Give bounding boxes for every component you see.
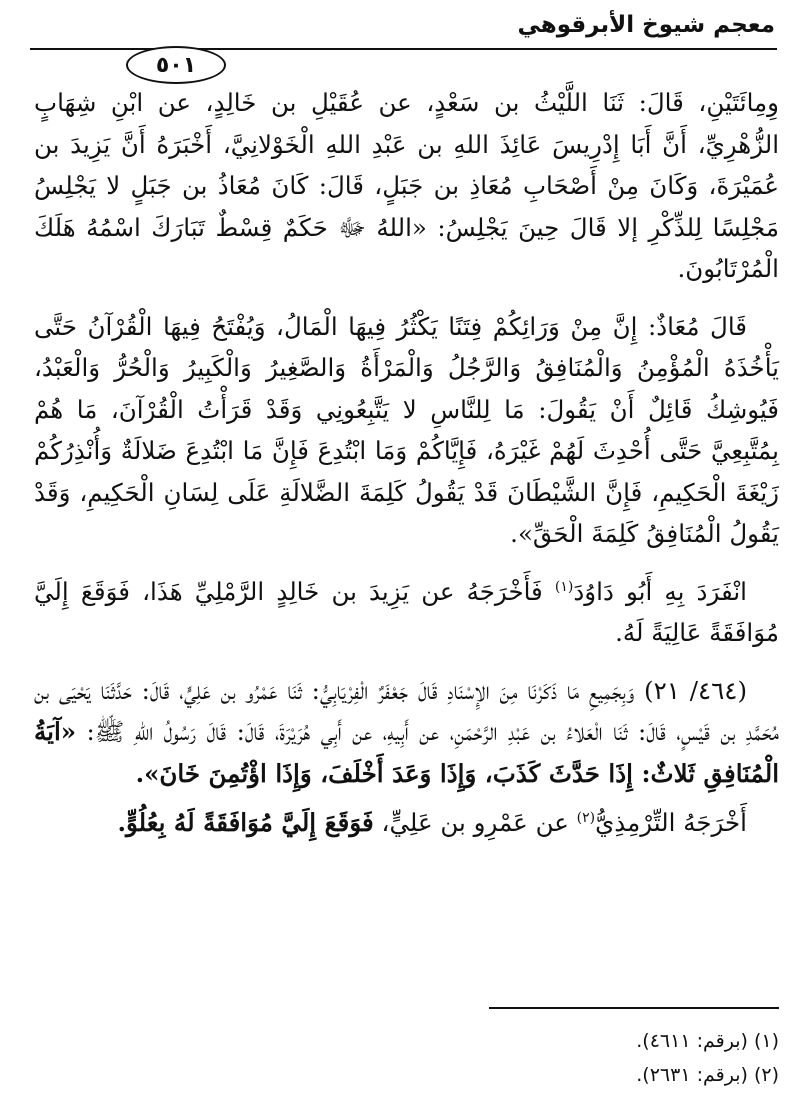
running-title: معجم شيوخ الأبرقوهي bbox=[517, 12, 775, 38]
paragraph-5-bold: فَوَقَعَ إِلَيَّ مُوَافَقَةً لَهُ بِعُلُوٍّ. bbox=[117, 808, 374, 837]
footnote-separator bbox=[489, 1007, 779, 1009]
main-text bbox=[34, 82, 779, 844]
footnote-1: (١) (برقم: ٤٦١١). bbox=[636, 1030, 779, 1052]
paragraph-3 bbox=[34, 571, 779, 654]
paragraph-5 bbox=[34, 802, 779, 844]
page-number: ٥٠١ bbox=[126, 46, 226, 84]
hadith-isnad: (٤٦٤/ ٢١) وَبِجَمِيعِ مَا ذَكَرْنَا مِنَ الإِسْنَادِ قَالَ جَعْفَرٌ الْفِرْيَابِيُّ: ثَنَا عَمْرُو بن عَلِيٍّ، قَالَ: حَدَّثَنَا يَحْيَى بن مُحَمَّدِ بن قَيْسٍ، قَالَ: ثَنَا الْعَلاءُ بن عَبْدِ الرَّحْمَنِ، عن أَبِيهِ، عن أَبِي هُرَيْرَةَ، قَالَ: قَالَ رَسُولُ اللهِ ﷺ: bbox=[34, 675, 779, 746]
hadith-matn: «آيَةُ الْمُنَافِقِ ثَلاثٌ: إِذَا حَدَّثَ كَذَبَ، وَإِذَا وَعَدَ أَخْلَفَ، وَإِذَا اؤْتُمِنَ خَانَ». bbox=[34, 717, 779, 788]
paragraph-5-text-b: عن عَمْرِو بن عَلِيٍّ، bbox=[373, 808, 577, 837]
footnote-ref-2[interactable]: (٢) bbox=[576, 809, 596, 826]
hadith-entry bbox=[34, 670, 779, 795]
paragraph-3-text-b: فَأَخْرَجَهُ عن يَزِيدَ بن خَالِدٍ الرَّمْلِيِّ هَذَا، فَوَقَعَ إِلَيَّ مُوَافَقَةً عَالِيَةً لَهُ. bbox=[34, 576, 779, 647]
header-rule bbox=[30, 48, 777, 50]
footnote-ref-1[interactable]: (١) bbox=[554, 578, 574, 595]
page-header bbox=[30, 8, 777, 78]
footnotes bbox=[300, 1024, 779, 1092]
footnote-2: (٢) (برقم: ٢٦٣١). bbox=[636, 1064, 779, 1086]
paragraph-5-text-a: أَخْرَجَهُ التِّرْمِذِيُّ bbox=[595, 808, 747, 837]
paragraph-3-text-a: انْفَرَدَ بِهِ أَبُو دَاوُدَ bbox=[573, 576, 747, 606]
paragraph-2: قَالَ مُعَاذٌ: إِنَّ مِنْ وَرَائِكُمْ فِتَنًا يَكْثُرُ فِيهَا الْمَالُ، وَيُفْتَحُ فِيهَا الْقُرْآنُ حَتَّى يَأْخُذَهُ الْمُؤْمِنُ وَالْمُنَافِقُ وَالرَّجُلُ وَالْمَرْأَةُ وَالصَّغِيرُ وَالْكَبِيرُ وَالْحُرُّ وَالْعَبْدُ، فَيُوشِكُ قَائِلٌ أَنْ يَقُولَ: مَا لِلنَّاسِ لا يَتَّبِعُونِي وَقَدْ قَرَأْتُ الْقُرْآنَ، مَا هُمْ بِمُتَّبِعِيَّ حَتَّى أُحْدِثَ لَهُمْ غَيْرَهُ، فَإِيَّاكُمْ وَمَا ابْتُدِعَ فَإِنَّ مَا ابْتُدِعَ ضَلالَةٌ وَأُنْذِرُكُمْ زَيْغَةَ الْحَكِيمِ، فَإِنَّ الشَّيْطَانَ قَدْ يَقُولُ كَلِمَةَ الضَّلالَةِ عَلَى لِسَانِ الْحَكِيمِ، وَقَدْ يَقُولُ الْمُنَافِقُ كَلِمَةَ الْحَقِّ». bbox=[34, 311, 779, 548]
paragraph-1: وِمِائَتَيْنِ، قَالَ: ثَنَا اللَّيْثُ بن سَعْدٍ، عن عُقَيْلِ بن خَالِدٍ، عن ابْنِ شِهَابٍ الزُّهْرِيِّ، أَنَّ أَبَا إِدْرِيسَ عَائِذَ اللهِ بن عَبْدِ اللهِ الْخَوْلانِيَّ، أَخْبَرَهُ أَنَّ يَزِيدَ بن عُمَيْرَةَ، وَكَانَ مِنْ أَصْحَابِ مُعَاذِ بن جَبَلٍ، قَالَ: كَانَ مُعَاذُ بن جَبَلٍ لا يَجْلِسُ مَجْلِسًا لِلذِّكْرِ إلا قَالَ حِينَ يَجْلِسُ: «اللهُ ﷻ حَكَمٌ قِسْطٌ تَبَارَكَ اسْمُهُ هَلَكَ الْمُرْتَابُونَ. bbox=[34, 88, 779, 283]
